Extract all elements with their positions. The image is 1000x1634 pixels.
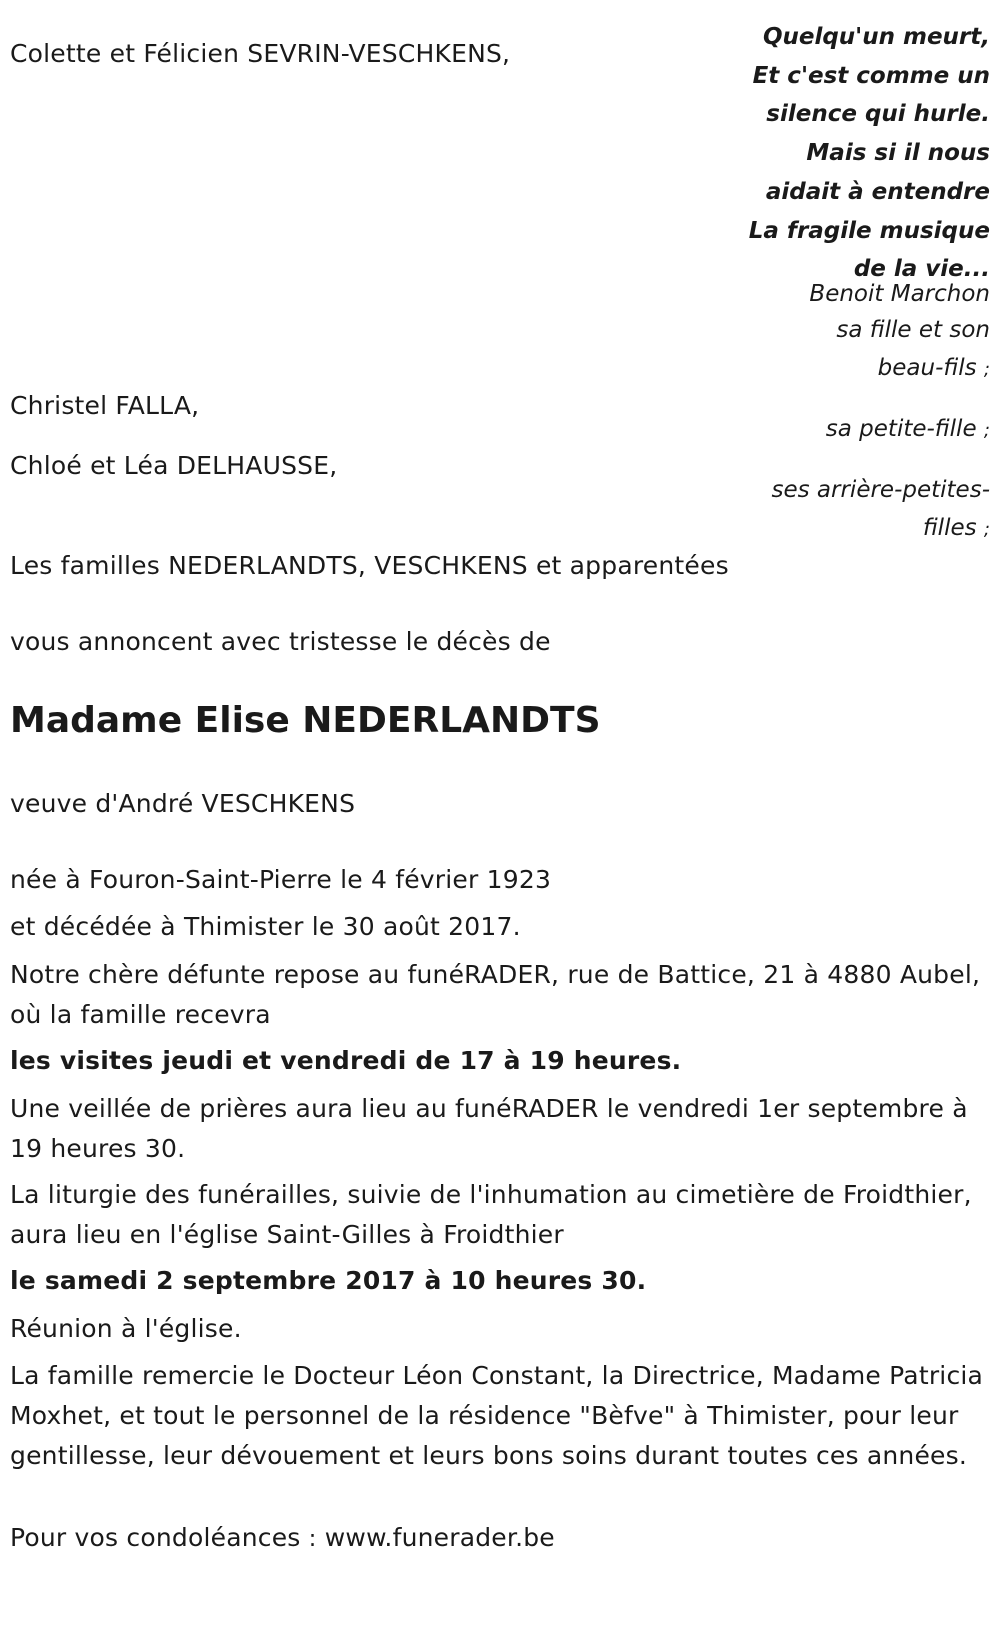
announcement: vous annoncent avec tristesse le décès de bbox=[10, 627, 551, 656]
relation-granddaughter: sa petite-fille ; bbox=[825, 416, 990, 442]
death-info: et décédée à Thimister le 30 août 2017. bbox=[10, 912, 521, 941]
family-granddaughter: Christel FALLA, bbox=[10, 391, 200, 420]
meeting-info: Réunion à l'église. bbox=[10, 1314, 242, 1343]
poem-line: aidait à entendre bbox=[765, 178, 990, 205]
poem-line: Mais si il nous bbox=[806, 140, 990, 167]
poem-line: silence qui hurle. bbox=[766, 101, 990, 128]
poem-line: Et c'est comme un bbox=[752, 62, 990, 89]
vigil-info: Une veillée de prières aura lieu au funéRADER le vendredi 1er septembre à 19 heures 30. bbox=[10, 1094, 968, 1163]
condolences bbox=[10, 1518, 555, 1558]
condolences-separator: : bbox=[308, 1526, 317, 1552]
relation-children: sa fille et son beau-fils ; bbox=[836, 317, 990, 381]
visits-info: les visites jeudi et vendredi de 17 à 19 heures. bbox=[10, 1046, 682, 1075]
rest-location: Notre chère défunte repose au funéRADER, rue de Battice, 21 à 4880 Aubel, où la famille recevra bbox=[10, 960, 981, 1029]
poem bbox=[749, 18, 990, 289]
widow-of: veuve d'André VESCHKENS bbox=[10, 789, 356, 818]
relation-great-granddaughters: ses arrière-petites- filles ; bbox=[771, 477, 990, 541]
family-great-granddaughters: Chloé et Léa DELHAUSSE, bbox=[10, 451, 338, 480]
deceased-name: Madame Elise NEDERLANDTS bbox=[10, 700, 601, 741]
poem-line: de la vie... bbox=[853, 256, 990, 283]
poem-line: La fragile musique bbox=[748, 217, 990, 244]
condolences-label: Pour vos condoléances bbox=[10, 1523, 301, 1552]
poem-line: Quelqu'un meurt, bbox=[762, 24, 990, 50]
poem-author: Benoit Marchon bbox=[809, 281, 990, 307]
funeral-date: le samedi 2 septembre 2017 à 10 heures 30. bbox=[10, 1266, 647, 1295]
condolences-link[interactable]: www.funerader.be bbox=[324, 1523, 555, 1552]
liturgy-info: La liturgie des funérailles, suivie de l'inhumation au cimetière de Froidthier, aura lieu en l'église Saint-Gilles à Froidthier bbox=[10, 1180, 972, 1249]
thanks-note: La famille remercie le Docteur Léon Constant, la Directrice, Madame Patricia Moxhet, et tout le personnel de la résidence "Bèfve" à Thimister, pour leur gentillesse, leur dévouement et leurs bons soins durant toutes ces années. bbox=[10, 1361, 984, 1470]
family-children: Colette et Félicien SEVRIN-VESCHKENS, bbox=[10, 39, 511, 68]
birth-info: née à Fouron-Saint-Pierre le 4 février 1923 bbox=[10, 865, 552, 894]
family-relatives: Les familles NEDERLANDTS, VESCHKENS et apparentées bbox=[10, 551, 729, 580]
